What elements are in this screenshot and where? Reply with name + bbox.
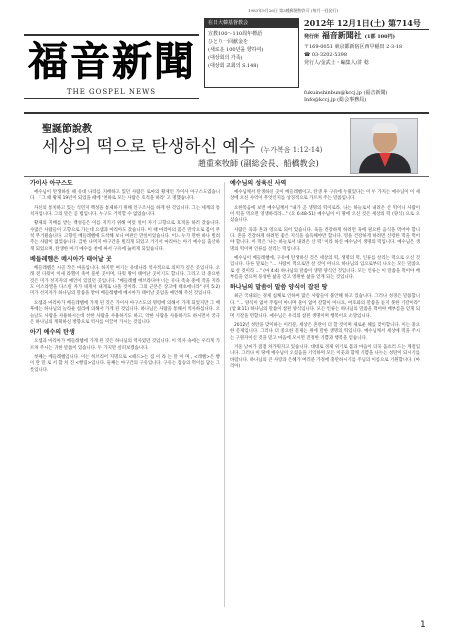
section-heading: 아기 예수의 탄생 [30, 329, 75, 337]
logo-top-rule [24, 34, 199, 36]
publisher-name: 福音新聞社 [321, 30, 362, 40]
newspaper-subtitle: THE GOSPEL NEWS [66, 88, 157, 96]
issue-date: 2012年 12月1日(土) [304, 18, 386, 28]
article-divider [24, 176, 429, 177]
masthead [24, 18, 429, 106]
headline-text: 세상의 떡으로 탄생하신 예수 [42, 137, 256, 157]
section-heading: 예수님의 성육신 사역 [230, 180, 287, 187]
slogan-line: (대상회의 가족) [208, 55, 243, 61]
photo-hair [372, 123, 398, 133]
section-heading: 베들레헴은 메시아가 태어날 곳 [30, 256, 112, 264]
issue-info [304, 18, 429, 88]
editor-line: 発行人/金武士・編集人/許 稔 [304, 60, 369, 66]
slogan-line: ひとり一回献金を [208, 39, 249, 45]
page-number: 1 [420, 620, 426, 630]
email-link[interactable]: fukuinshinbun@kccj.jp (福音新聞) [304, 90, 388, 96]
price: (1部 100円) [364, 34, 395, 40]
newspaper-title: 福音新聞 [28, 38, 196, 85]
telephone: ☎ 03-3202-5398 [304, 52, 348, 58]
paragraph: 자신의 통치하고 있는 식민지 백성을 통제하기 위해 인구조사를 하게 한 것입니다. 그는 세계의 통치자입니다. 그의 말은 곧 법입니다. 누구도 거역할 수 없었습니다. [30, 205, 220, 218]
scripture-reference: (누가복음 1:12-14) [260, 146, 323, 154]
paragraph: 사람은 육과 혼과 영으로 되어 있습니다. 육을 건강하게 하려면 육에 필요한 음식을 먹어야 합니다. 혼을 건강하게 하려면 좋은 지식을 습득해야만 합니다. 영을 건강하게 하려면 신령한 떡을 먹어야 합니다. 이 떡은 '나는 하늘로서 내려온 산 떡' 이라 하신 예수님이 생명의 떡입니다. 예수님은 생명의 떡이며 인류를 살리는 떡입니다. [230, 227, 420, 252]
paragraph: 예수님께서 탄생하신 곳이 베들레헴이고, 탄생 후 구유에 누웠었다는 이 두 가지는 예수님이 이 세상에 오신 사역이 무엇인지를 상징적으로 가르쳐 주는 말씀입니다. [230, 190, 420, 202]
paragraph: 겨울 날씨가 점점 차가워지고 있습니다. 대대로 경제 위기로 몸과 마음이 더욱 움츠러 드는 계절입니다. 그러나 이 땅에 예수님이 오셨음을 기억하며 모든 이웃과 함께 기쁨을 나누는 성탄이 되시기를 바랍니다. 하나님의 큰 사랑과 은혜가 여러분 가정에 충만하시기를 주님의 이름으로 기원합니다. (마리아) [230, 344, 420, 369]
section-heading: 하나님의 말씀이 말씀 양식이 잡된 땅 [230, 284, 328, 292]
publisher-label: 発行所 [304, 34, 320, 40]
author-photo [350, 118, 418, 174]
email-link[interactable]: Info@kccj.jp (総会事務局) [304, 97, 367, 103]
article-column-left [30, 180, 220, 377]
masthead-divider [24, 112, 429, 114]
slogan-box [204, 18, 299, 88]
paragraph: 2012년 성탄을 맞이하는 이러분, 세상은 혼란이 더 할 것이며 새로운 해를 맞이합니다. 이는 중요한 문제입니다. 그러나 더 중요한 문제는 위에 말한 생명의 떡입니다. 예수님께서 세상에 떡을 주시는 구원자이신 것을 믿고 마음에 모시면 진정한 기쁨과 행복을 얻습니다. [230, 322, 420, 341]
paragraph: 예수님이 탄생하실 때 유대 나라를 지배하고 있던 사람은 로마의 황제인 가이사 아구스도였습니다. 「그 때 황제 19년이 되었을 때에 '천하로 모든 사람은 호적을 하라' 고 명했습니다. [30, 190, 220, 202]
slogan-line: 宣教100〜110周年標語 [208, 31, 263, 37]
paragraph: 베들레헴은 시골 작은 마을입니다. 하지만 여기는 유대나라 역사적으로 의미가 깊은 곳입니다. 오래 전 다윗이 이새 라헬이 죽어 묻힌 곳이며, 다윗 왕이 태어난 곳이기도 합니다. 그리고 더 중요한 것은 미가 선지자의 예언이 있었던 곳입니다. "베들레헴 에브라다야 너는 유다 족속 중에 작을 지라도 이스라엘을 다스릴 자가 네게서 내게로 나올 것이라. 그의 근본은 상고에 태초에니라" (미 5:2) 미가 선지자가 하나님의 말씀을 받아 베들레헴에 메시아가 태어날 곳임을 예언해 주신 것입니다. [30, 266, 220, 297]
article-column-right [230, 180, 420, 373]
article-author: 趙重來牧師 (副総会長、船橋教会) [198, 159, 319, 168]
slogan-line: (대상회 교회의 S.148) [208, 63, 259, 69]
paragraph: 황제의 지배를 받는 백성들은 이를 지키기 위해 여럿 얼이 자기 고향으로 호적을 하러 갔습니다. 수많은 사람들이 고향으로 가는데 요셉과 마리아도 갔습니다. 이 때 마리아의 몸은 만삭으로 몸이 무척 무거웠습니다. 고향인 베들레헴에 도착해 보니 여관은 만실이었습니다. 어느 누가 만한 하나 빌려 주는 사람이 없었습니다. 급한 나머지 마구간을 빌리게 되었고 거기서 마리아는 아기 예수를 출산하게 되었으며, 탄생한 아기 예수를 천에 싸서 구유에 눕히게 되었습니다. [30, 221, 220, 252]
article-headline [42, 132, 322, 157]
registration-note: 1983年9月26日 第3種郵便物許可 (毎月一回発行) [248, 8, 339, 13]
slogan-band: 在日大韓基督教会 [205, 19, 298, 28]
slogan-line: (새로운 100년을 향하여) [208, 47, 264, 53]
paragraph: 요한복음에 보면 예수님께서 "내가 곧 생명의 떡이로라. 나는 하늘로서 내려온 산 떡이니 사람이 이 떡을 먹으면 영생하리라..." (요 6:48-51) 예수님이 이 땅에 오신 것은 세상의 떡 (양식) 으로 오셨습니다. [230, 205, 420, 224]
paragraph: 요셉과 마리아가 베들레헴에 가게 된 것은 가이사 아구스도의 명령에 의해서 가게 되었지만 그 배후에는 하나님의 놀라운 섭리에 의해서 가게 된 것입니다. 하나님은 사람을 통해서 역사하십니다. 오늘날도 사람을 사용하시는데 선한 사람을 사용하기도 하고, 악한 사람을 사용하기도 하시면서 궁극은 하나님의 계획하신 방향으로 역사를 이끌어 가시는 것입니다. [30, 300, 220, 325]
paragraph: 예수님이 베들레헴에, 구유에 탄생하신 것은 세상의 떡, 생명의 떡, 인류를 살리는 떡으로 오신 것입니다. 다른 말로는 "... 사람이 먹으로만 살 것이 아니요 하나님의 입으로부터 나오는 모든 말씀으로 살 것이라 ..." (마 4:4) 하나님의 말씀이 생명 양식인 것입니다. 모든 인류는 이 말씀을 먹어야 배부름을 얻으며 풍성한 삶을 얻고 영원한 삶을 얻게 되는 것입니다. [230, 256, 420, 281]
column-separator [224, 182, 225, 607]
section-heading: 가이사 아구스도 [30, 180, 73, 187]
paragraph: 최근 국내외는 경제 침체로 인하여 많은 사람들이 불안해 하고 있습니다. 그러나 성경은 말씀합니다. "... 양식이 없어 주림이 아니며 물이 없어 갈함이 아니요, 여호와의 말씀을 듣지 못한 기갈이라" (암 8:11) 하나님의 말씀이 참된 양식입니다. 모든 인류는 하나님의 말씀을 먹어야 배부름을 얻게 되며 기갈을 면합니다. 예수님은 우리의 참된 생명이며 행복이요 소망입니다. [230, 294, 420, 319]
issue-line [304, 18, 429, 30]
newspaper-logo [24, 18, 199, 106]
logo-bottom-rule [24, 98, 199, 99]
publisher-line [304, 30, 429, 43]
address: 〒169-0051 東京都新宿区西早稲田 2-3-18 [304, 44, 403, 50]
issue-number: 第714号 [388, 18, 421, 28]
contact-emails [304, 90, 429, 104]
paragraph: 요셉과 마리아가 베들레헴에 가게 된 것은 하나님의 역사였던 것입니다. 이 역사 속에는 우리게 가르쳐 주시는 귀한 말씀이 있습니다. 두 가지만 살펴보겠습니다. [30, 339, 220, 351]
section-label: 聖誕節說教 [42, 124, 92, 135]
paragraph: 첫째는 베들레헴입니다. 이는 히브리어 지명으로 <떼드>는 집 이 라 는 말 이 며 , <레헴>은 빵 이 란 말 로 서 합 쳐 진 <빵집>입니다. 둘째는 마구간의 구유입니다. 구유는 짐승의 먹이를 담는 그릇입니다. [30, 354, 220, 373]
